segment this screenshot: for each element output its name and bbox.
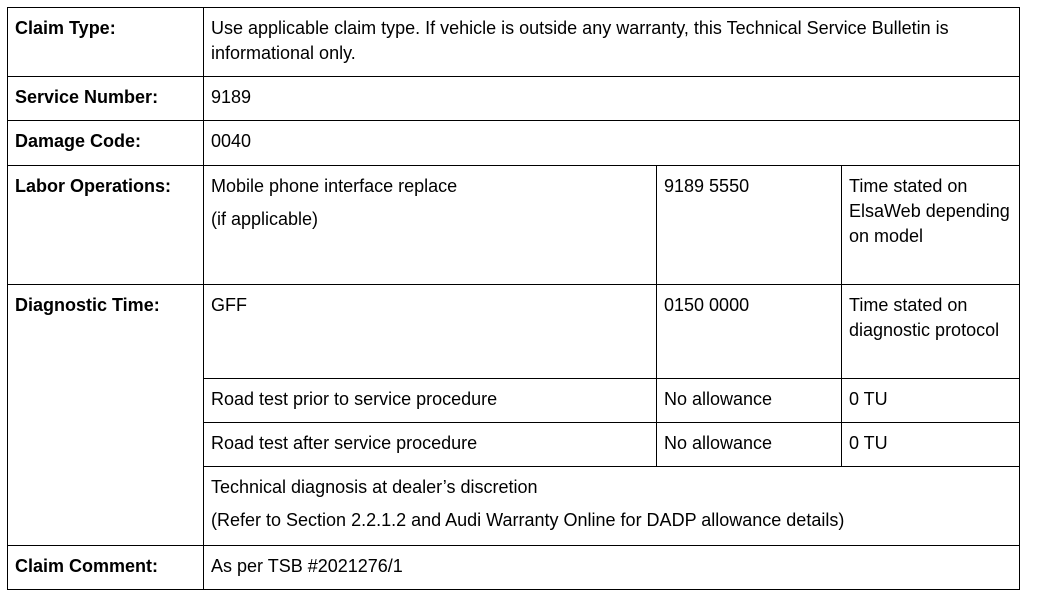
diagnostic-description: GFF <box>204 285 657 379</box>
road-test-after-code: No allowance <box>657 423 842 467</box>
diagnosis-note-line2: (Refer to Section 2.2.1.2 and Audi Warranty Online for DADP allowance details) <box>211 510 845 530</box>
labor-operations-row <box>8 166 1020 285</box>
damage-code-value: 0040 <box>204 121 1020 166</box>
claim-comment-value: As per TSB #2021276/1 <box>204 546 1020 590</box>
service-number-value: 9189 <box>204 77 1020 121</box>
service-number-label: Service Number: <box>8 77 204 121</box>
road-test-prior-description: Road test prior to service procedure <box>204 379 657 423</box>
diagnostic-time-label: Diagnostic Time: <box>8 285 204 546</box>
road-test-prior-time: 0 TU <box>842 379 1020 423</box>
damage-code-row <box>8 121 1020 166</box>
claim-type-label: Claim Type: <box>8 8 204 77</box>
labor-operations-description-line2: (if applicable) <box>211 209 319 229</box>
damage-code-label: Damage Code: <box>8 121 204 166</box>
claim-comment-label: Claim Comment: <box>8 546 204 590</box>
claim-comment-row <box>8 546 1020 590</box>
warranty-claim-table <box>7 7 1020 590</box>
labor-operations-description <box>204 166 657 285</box>
claim-type-text: Use applicable claim type. If vehicle is outside any warranty, this Technical Service Bulletin is informational only. <box>204 8 1020 77</box>
labor-operations-label: Labor Operations: <box>8 166 204 285</box>
road-test-prior-code: No allowance <box>657 379 842 423</box>
diagnostic-code: 0150 0000 <box>657 285 842 379</box>
diagnosis-note-line1: Technical diagnosis at dealer’s discretion <box>211 477 538 497</box>
road-test-after-time: 0 TU <box>842 423 1020 467</box>
labor-operations-time: Time stated on ElsaWeb depending on model <box>842 166 1020 285</box>
service-number-row <box>8 77 1020 121</box>
labor-operations-code: 9189 5550 <box>657 166 842 285</box>
road-test-after-description: Road test after service procedure <box>204 423 657 467</box>
claim-type-row <box>8 8 1020 77</box>
diagnostic-time-value: Time stated on diagnostic protocol <box>842 285 1020 379</box>
labor-operations-description-line1: Mobile phone interface replace <box>211 176 458 196</box>
diagnosis-note <box>204 467 1020 546</box>
diagnostic-time-row <box>8 285 1020 379</box>
